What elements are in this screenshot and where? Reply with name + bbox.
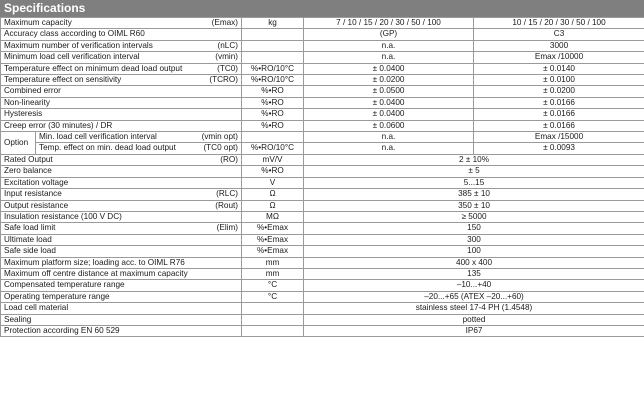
spec-row-merged: [1, 246, 644, 257]
param-cell: [1, 280, 242, 291]
param-symbol: (TC0): [217, 63, 239, 73]
value-cell-b: ± 0.0140: [474, 63, 644, 74]
unit-cell: Ω: [242, 200, 304, 211]
unit-cell: %•RO: [242, 166, 304, 177]
param-label: Ultimate load: [4, 234, 52, 244]
spec-row: [1, 40, 644, 51]
value-cell-merged: 400 x 400: [304, 257, 644, 268]
param-cell: [1, 75, 242, 86]
value-cell-a: ± 0.0600: [304, 120, 474, 131]
spec-row: [1, 63, 644, 74]
spec-row-merged: [1, 234, 644, 245]
value-cell-b: Emax /15000: [474, 132, 644, 143]
value-cell-merged: –10...+40: [304, 280, 644, 291]
param-label: Maximum capacity: [4, 18, 72, 27]
spec-row: [1, 86, 644, 97]
value-cell-merged: IP67: [304, 325, 644, 336]
param-label: Hysteresis: [4, 109, 43, 119]
unit-cell: kg: [242, 18, 304, 29]
unit-cell: [242, 325, 304, 336]
value-cell-b: 10 / 15 / 20 / 30 / 50 / 100: [474, 18, 644, 29]
param-label: Input resistance: [4, 189, 62, 199]
unit-cell: %•Emax: [242, 234, 304, 245]
unit-cell: %•RO/10°C: [242, 75, 304, 86]
param-symbol: (Rout): [215, 200, 239, 210]
param-label: Min. load cell verification interval: [39, 132, 157, 142]
param-label: Compensated temperature range: [4, 280, 125, 290]
param-label: Output resistance: [4, 200, 69, 210]
param-cell: [1, 211, 242, 222]
value-cell-merged: 2 ± 10%: [304, 154, 644, 165]
param-label: Temperature effect on minimum dead load output: [4, 63, 183, 73]
param-label: Insulation resistance (100 V DC): [4, 211, 122, 221]
spec-row-merged: [1, 200, 644, 211]
param-label: Excitation voltage: [4, 177, 69, 187]
param-cell: [1, 120, 242, 131]
param-label: Maximum number of verification intervals: [4, 40, 153, 50]
value-cell-merged: 150: [304, 223, 644, 234]
param-symbol: (nLC): [217, 40, 239, 50]
param-cell: [1, 268, 242, 279]
section-header: Specifications: [0, 0, 644, 17]
spec-row-merged: [1, 314, 644, 325]
param-label: Safe load limit: [4, 223, 56, 233]
unit-cell: mm: [242, 268, 304, 279]
value-cell-merged: 100: [304, 246, 644, 257]
value-cell-b: 3000: [474, 40, 644, 51]
param-symbol: (RO): [220, 154, 239, 164]
param-cell: [1, 18, 242, 29]
unit-cell: [242, 314, 304, 325]
spec-row-merged: [1, 223, 644, 234]
unit-cell: %•Emax: [242, 223, 304, 234]
value-cell-a: ± 0.0400: [304, 97, 474, 108]
spec-row: [1, 97, 644, 108]
param-cell: [1, 40, 242, 51]
spec-row-merged: [1, 177, 644, 188]
param-cell: [1, 314, 242, 325]
param-cell: [1, 325, 242, 336]
spec-row: [1, 18, 644, 29]
spec-row-merged: [1, 291, 644, 302]
unit-cell: [242, 29, 304, 40]
param-label: Sealing: [4, 314, 32, 324]
value-cell-b: ± 0.0166: [474, 120, 644, 131]
param-cell: [36, 132, 242, 143]
spec-row-merged: [1, 189, 644, 200]
value-cell-a: ± 0.0400: [304, 63, 474, 74]
value-cell-merged: ≥ 5000: [304, 211, 644, 222]
unit-cell: Ω: [242, 189, 304, 200]
option-row: [1, 143, 644, 154]
param-symbol: (TCRO): [209, 75, 239, 85]
unit-cell: %•Emax: [242, 246, 304, 257]
param-cell: [36, 143, 242, 154]
value-cell-merged: ± 5: [304, 166, 644, 177]
value-cell-merged: 135: [304, 268, 644, 279]
spec-row-merged: [1, 166, 644, 177]
value-cell-a: ± 0.0200: [304, 75, 474, 86]
unit-cell: %•RO: [242, 120, 304, 131]
value-cell-a: n.a.: [304, 143, 474, 154]
param-cell: [1, 154, 242, 165]
param-label: Accuracy class according to OIML R60: [4, 29, 145, 39]
unit-cell: [242, 40, 304, 51]
unit-cell: °C: [242, 280, 304, 291]
param-cell: [1, 29, 242, 40]
param-label: Creep error (30 minutes) / DR: [4, 120, 113, 130]
param-cell: [1, 97, 242, 108]
value-cell-b: ± 0.0093: [474, 143, 644, 154]
param-cell: [1, 246, 242, 257]
value-cell-b: ± 0.0200: [474, 86, 644, 97]
unit-cell: %•RO/10°C: [242, 143, 304, 154]
param-cell: [1, 63, 242, 74]
param-cell: [1, 86, 242, 97]
param-symbol: (Emax): [211, 18, 239, 27]
param-label: Operating temperature range: [4, 291, 110, 301]
spec-row-merged: [1, 257, 644, 268]
param-symbol: (TC0 opt): [203, 143, 239, 153]
param-cell: [1, 177, 242, 188]
spec-table: [0, 17, 644, 337]
param-cell: [1, 234, 242, 245]
unit-cell: %•RO: [242, 109, 304, 120]
param-label: Temperature effect on sensitivity: [4, 75, 122, 85]
unit-cell: MΩ: [242, 211, 304, 222]
param-label: Temp. effect on min. dead load output: [39, 143, 176, 153]
param-symbol: (Elim): [216, 223, 239, 233]
param-label: Maximum platform size; loading acc. to OIML R76: [4, 257, 185, 267]
param-label: Rated Output: [4, 154, 53, 164]
param-symbol: (vmin opt): [201, 132, 239, 142]
param-label: Safe side load: [4, 246, 56, 256]
value-cell-b: ± 0.0166: [474, 97, 644, 108]
spec-row: [1, 52, 644, 63]
spec-row-merged: [1, 280, 644, 291]
param-label: Maximum off centre distance at maximum capacity: [4, 268, 188, 278]
param-label: Protection according EN 60 529: [4, 325, 120, 335]
value-cell-a: 7 / 10 / 15 / 20 / 30 / 50 / 100: [304, 18, 474, 29]
param-cell: [1, 109, 242, 120]
value-cell-b: Emax /10000: [474, 52, 644, 63]
param-label: Non-linearity: [4, 97, 50, 107]
spec-row-merged: [1, 211, 644, 222]
value-cell-merged: 385 ± 10: [304, 189, 644, 200]
value-cell-a: n.a.: [304, 40, 474, 51]
spec-row-merged: [1, 154, 644, 165]
value-cell-a: ± 0.0400: [304, 109, 474, 120]
value-cell-a: (GP): [304, 29, 474, 40]
param-cell: [1, 257, 242, 268]
param-cell: [1, 200, 242, 211]
value-cell-merged: –20...+65 (ATEX –20...+60): [304, 291, 644, 302]
value-cell-b: C3: [474, 29, 644, 40]
value-cell-merged: stainless steel 17-4 PH (1.4548): [304, 303, 644, 314]
unit-cell: mm: [242, 257, 304, 268]
value-cell-a: ± 0.0500: [304, 86, 474, 97]
param-label: Combined error: [4, 86, 61, 96]
unit-cell: mV/V: [242, 154, 304, 165]
param-cell: [1, 291, 242, 302]
value-cell-merged: 5...15: [304, 177, 644, 188]
value-cell-merged: 350 ± 10: [304, 200, 644, 211]
option-label: Option: [1, 132, 36, 155]
spec-row-merged: [1, 268, 644, 279]
unit-cell: %•RO: [242, 97, 304, 108]
spec-row: [1, 120, 644, 131]
unit-cell: [242, 132, 304, 143]
spec-row: [1, 29, 644, 40]
spec-row-merged: [1, 325, 644, 336]
unit-cell: °C: [242, 291, 304, 302]
param-label: Zero balance: [4, 166, 52, 176]
option-row: [1, 132, 644, 143]
spec-row: [1, 75, 644, 86]
value-cell-a: n.a.: [304, 52, 474, 63]
param-label: Minimum load cell verification interval: [4, 52, 140, 62]
unit-cell: [242, 303, 304, 314]
unit-cell: %•RO: [242, 86, 304, 97]
param-symbol: (vmin): [215, 52, 239, 62]
value-cell-b: ± 0.0100: [474, 75, 644, 86]
value-cell-a: n.a.: [304, 132, 474, 143]
value-cell-b: ± 0.0166: [474, 109, 644, 120]
spec-row-merged: [1, 303, 644, 314]
param-cell: [1, 166, 242, 177]
param-cell: [1, 189, 242, 200]
unit-cell: %•RO/10°C: [242, 63, 304, 74]
unit-cell: V: [242, 177, 304, 188]
spec-row: [1, 109, 644, 120]
param-cell: [1, 52, 242, 63]
value-cell-merged: 300: [304, 234, 644, 245]
param-label: Load cell material: [4, 303, 69, 313]
unit-cell: [242, 52, 304, 63]
param-cell: [1, 303, 242, 314]
param-cell: [1, 223, 242, 234]
value-cell-merged: potted: [304, 314, 644, 325]
param-symbol: (RLC): [216, 189, 239, 199]
